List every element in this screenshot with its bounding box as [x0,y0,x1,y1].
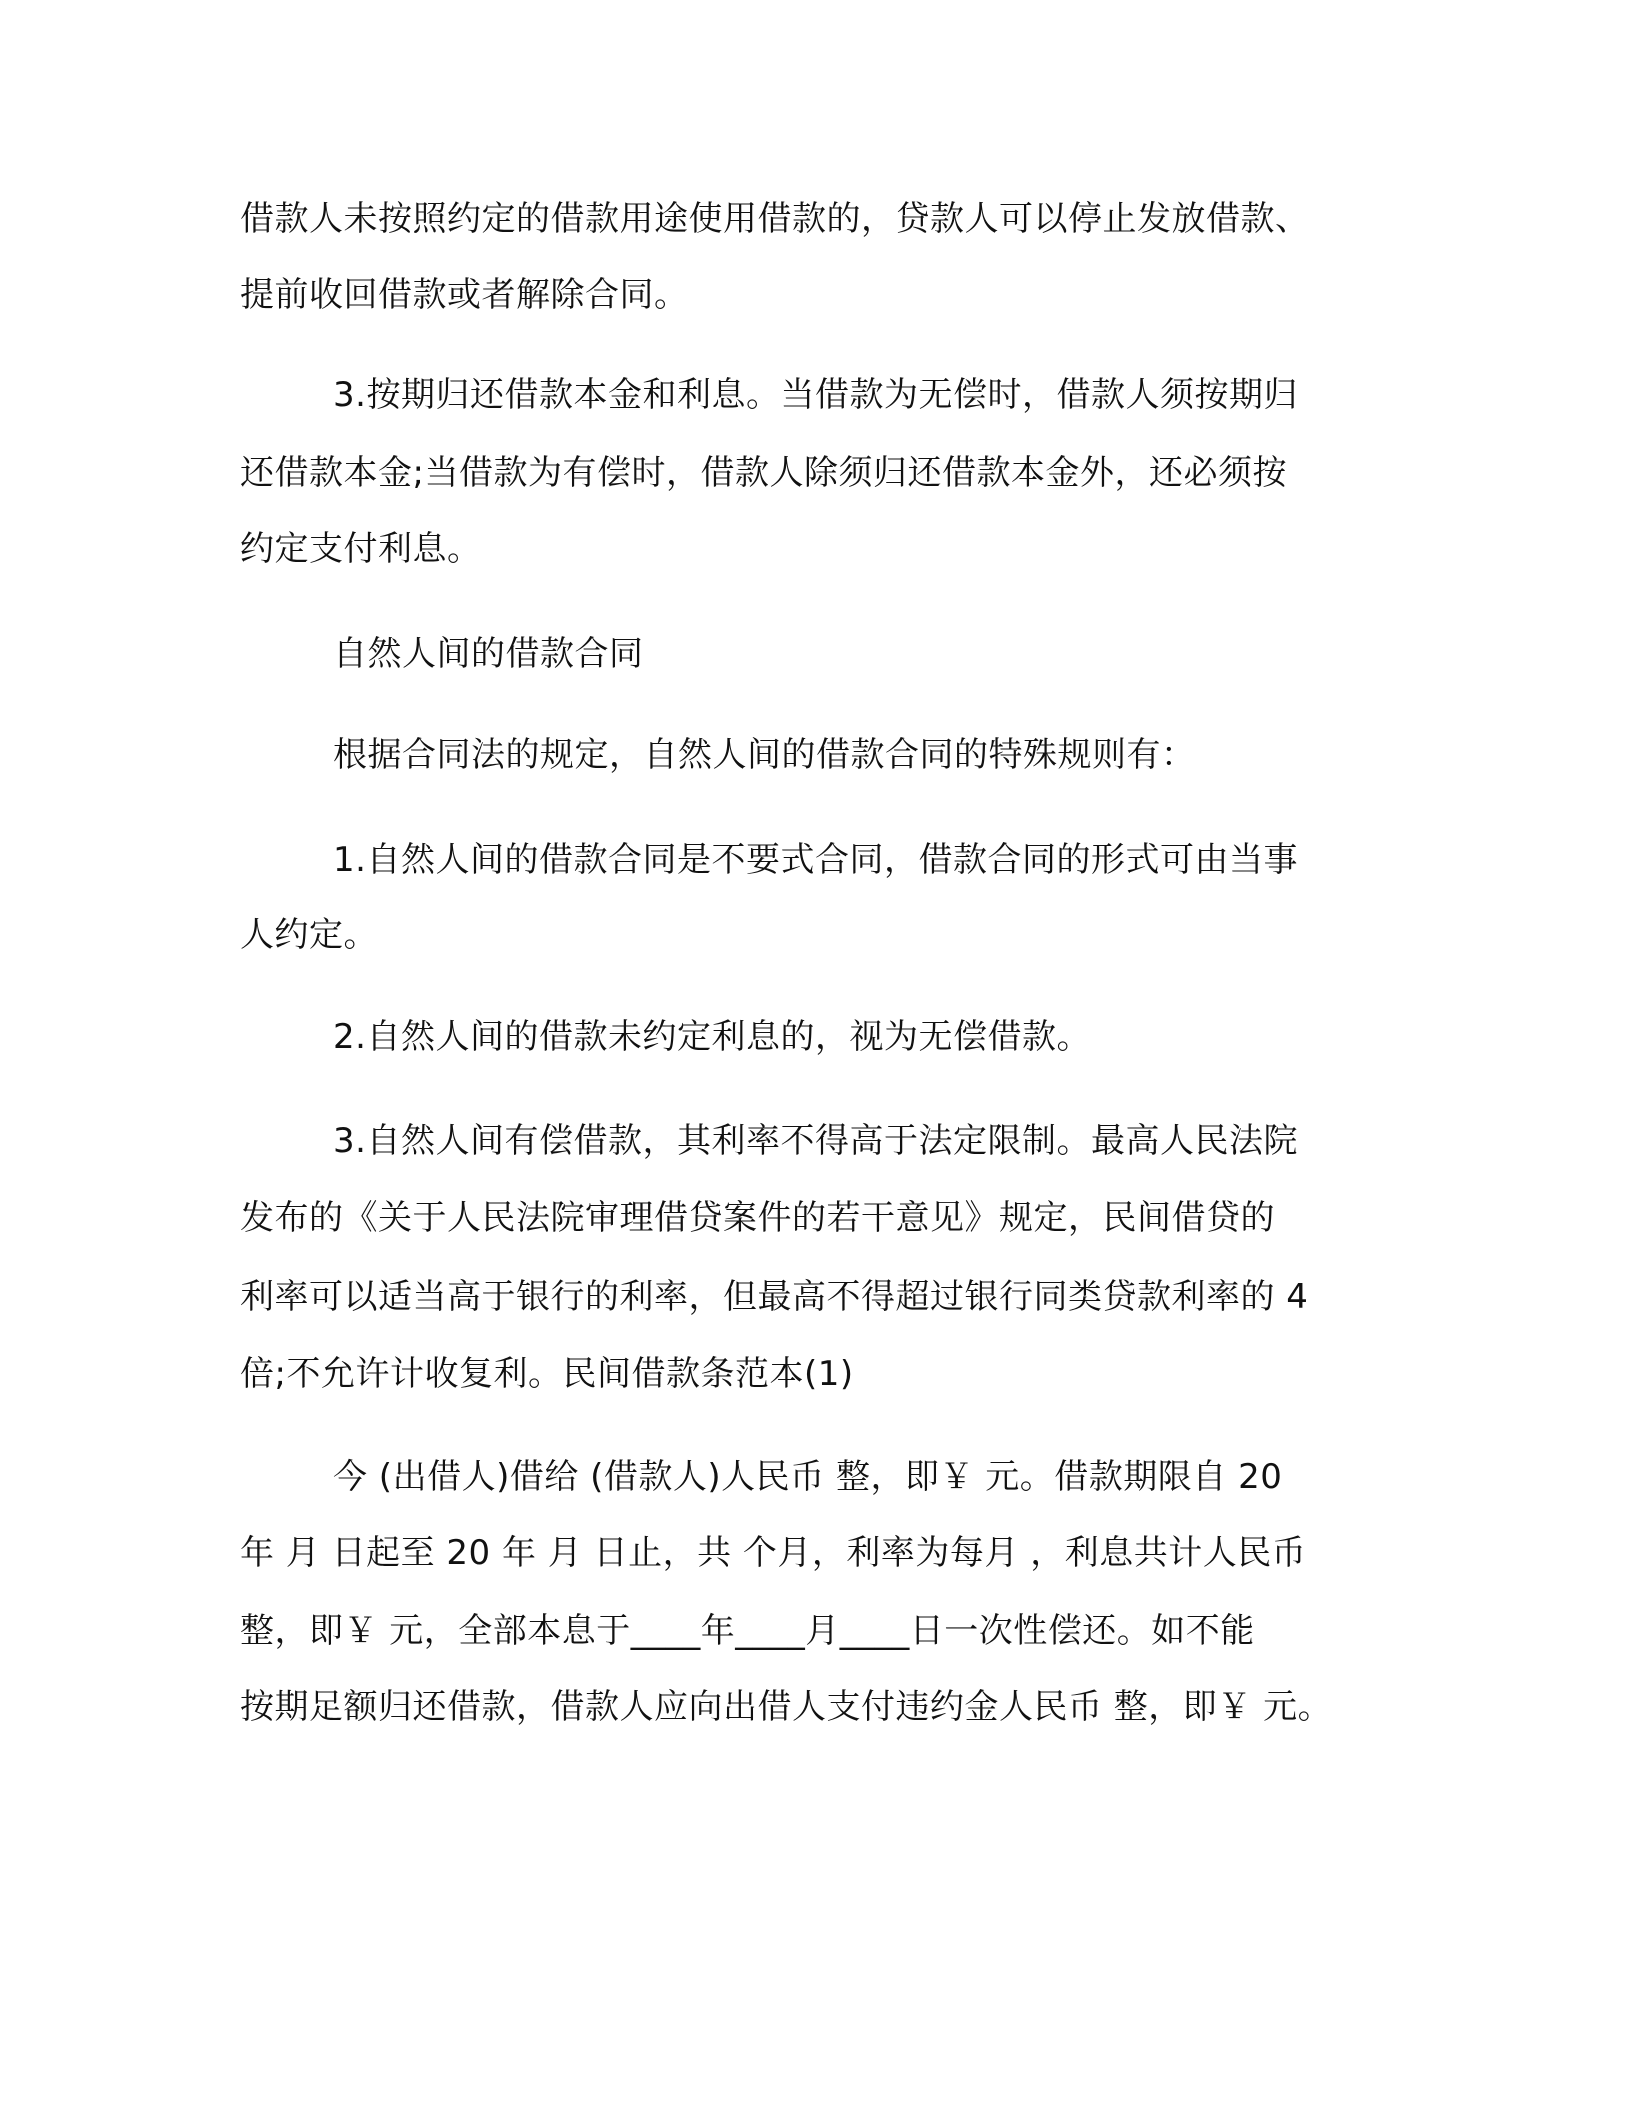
paragraph-line: 年 月 日起至 20 年 月 日止，共 个月，利率为每月 ，利息共计人民币 [240,1533,1307,1573]
paragraph-line: 利率可以适当高于银行的利率，但最高不得超过银行同类贷款利率的 4 [240,1277,1309,1317]
paragraph-line: 提前收回借款或者解除合同。 [240,275,689,315]
paragraph-line: 倍;不允许计收复利。民间借款条范本(1) [240,1354,854,1394]
paragraph-line: 3.按期归还借款本金和利息。当借款为无偿时，借款人须按期归 [333,375,1298,415]
paragraph-line: 还借款本金;当借款为有偿时，借款人除须归还借款本金外，还必须按 [240,453,1287,493]
paragraph-line: 2.自然人间的借款未约定利息的，视为无偿借款。 [333,1017,1091,1057]
paragraph-line: 发布的《关于人民法院审理借贷案件的若干意见》规定，民间借贷的 [240,1198,1275,1238]
paragraph-line: 借款人未按照约定的借款用途使用借款的，贷款人可以停止发放借款、 [240,199,1310,239]
paragraph-line: 今 (出借人)借给 (借款人)人民币 整，即￥ 元。借款期限自 20 [333,1457,1283,1497]
paragraph-line: 人约定。 [240,915,378,955]
paragraph-line: 1.自然人间的借款合同是不要式合同，借款合同的形式可由当事 [333,840,1298,880]
paragraph-line: 约定支付利息。 [240,529,482,569]
section-heading: 自然人间的借款合同 [333,634,644,674]
paragraph-line: 3.自然人间有偿借款，其利率不得高于法定限制。最高人民法院 [333,1121,1298,1161]
paragraph-line: 根据合同法的规定，自然人间的借款合同的特殊规则有： [333,735,1196,775]
paragraph-line: 按期足额归还借款，借款人应向出借人支付违约金人民币 整，即￥ 元。 [240,1687,1333,1727]
paragraph-line: 整，即￥ 元，全部本息于____年____月____日一次性偿还。如不能 [240,1611,1255,1651]
